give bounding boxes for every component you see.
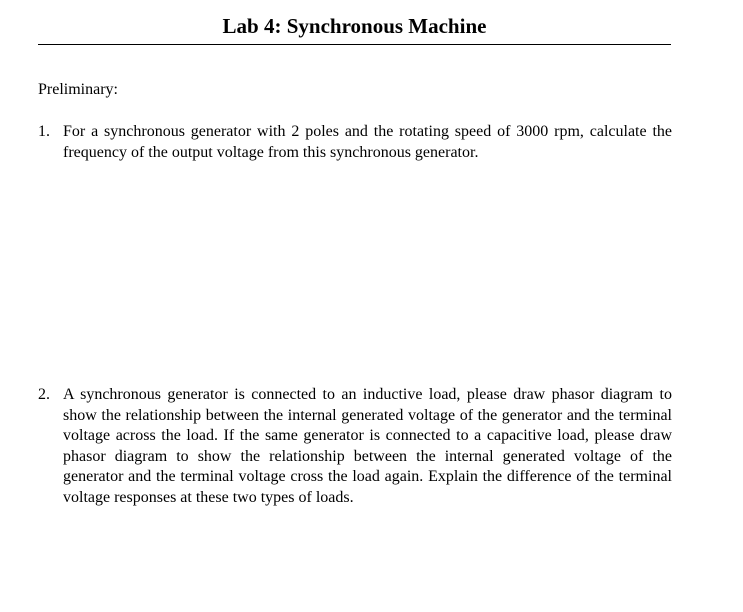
title-divider	[38, 44, 671, 45]
section-heading: Preliminary:	[38, 81, 118, 98]
page-title: Lab 4: Synchronous Machine	[222, 14, 487, 38]
question-2	[38, 385, 672, 508]
question-1-text: For a synchronous generator with 2 poles and the rotating speed of 3000 rpm, calculate the frequency of the output voltage from this synchronous generator.	[63, 123, 672, 161]
question-2-number: 2.	[38, 386, 50, 403]
question-2-text: A synchronous generator is connected to an inductive load, please draw phasor diagram to show the relationship between the internal generated voltage of the generator and the terminal voltage across the load. If the same generator is connected to a capacitive load, please draw phasor diagram to show the relationship between the internal generated voltage of the generator and the terminal voltage cross the load again. Explain the difference of the terminal voltage responses at these two types of loads.	[63, 386, 672, 506]
question-1-number: 1.	[38, 123, 50, 140]
question-1	[38, 122, 672, 163]
